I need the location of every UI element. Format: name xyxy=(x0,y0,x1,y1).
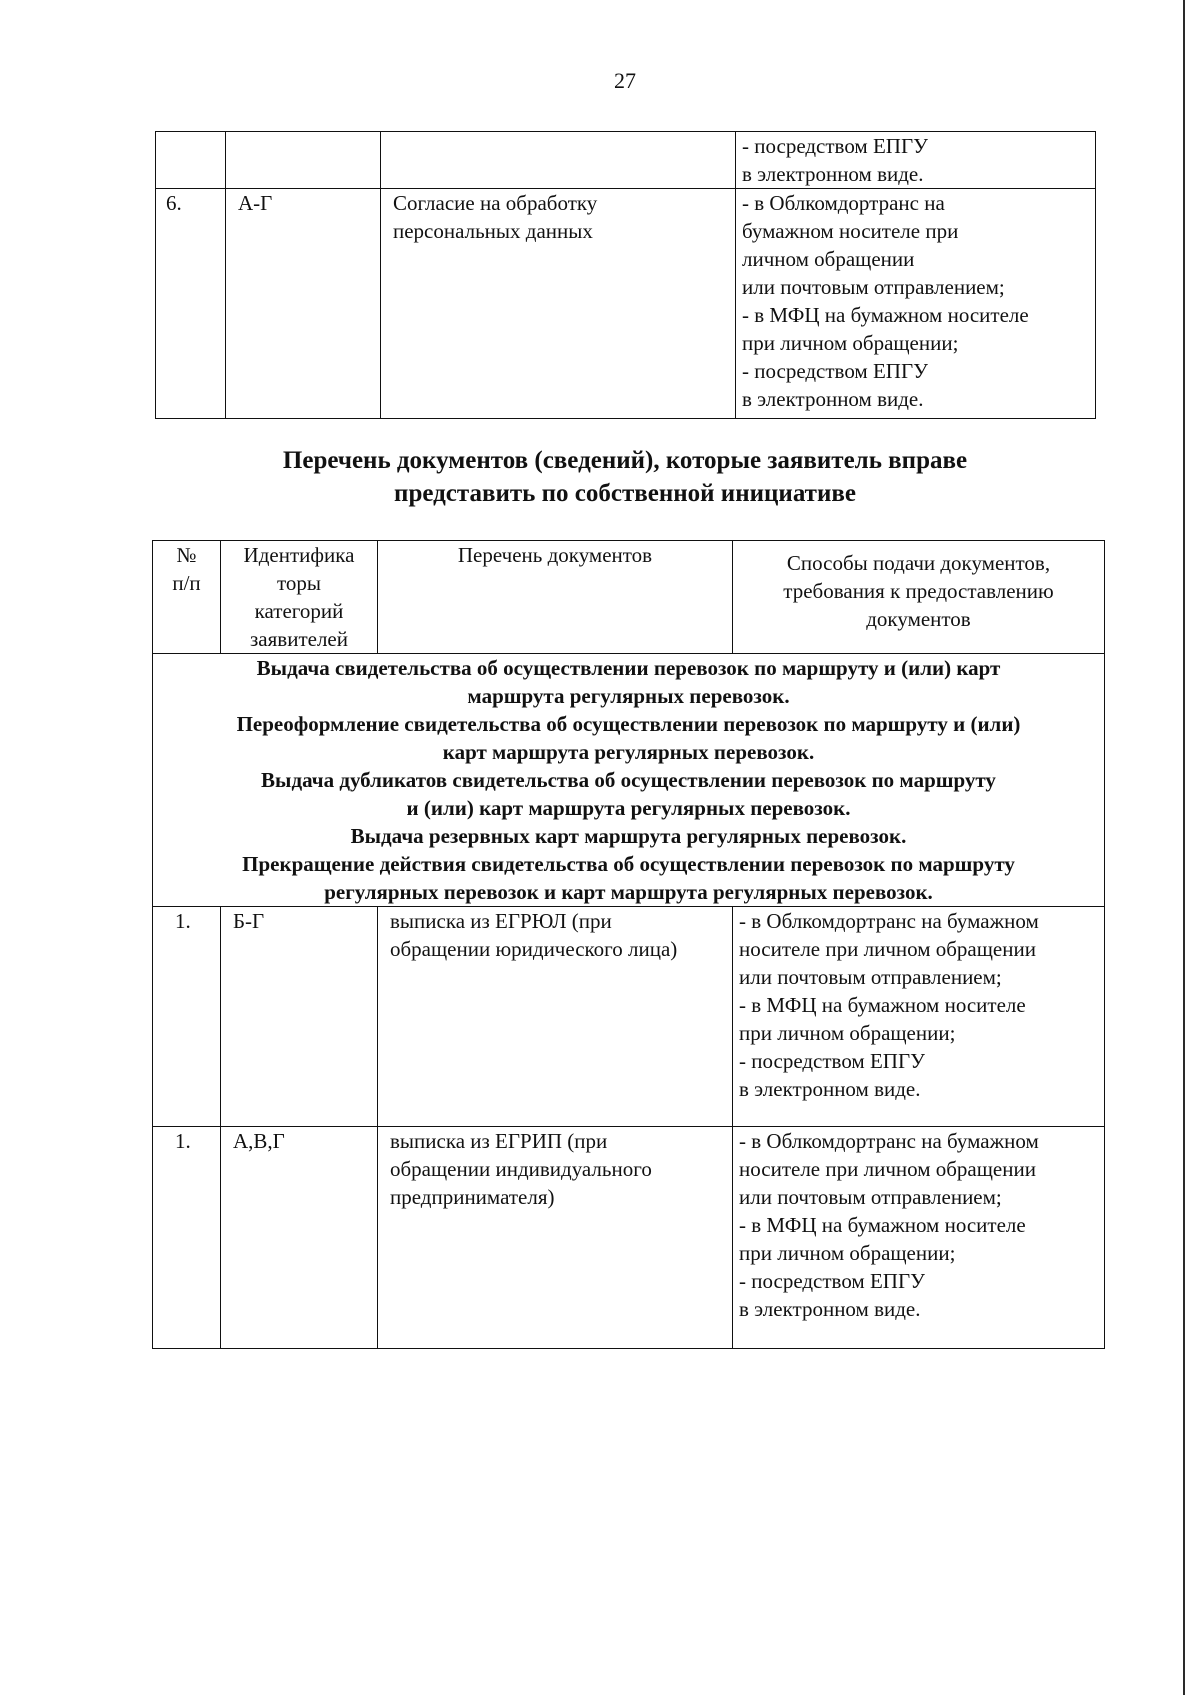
methods-line: в электронном виде. xyxy=(742,162,924,186)
methods-line: - посредством ЕПГУ xyxy=(742,359,928,383)
category-cell: Б-Г xyxy=(221,907,378,1127)
service-heading xyxy=(153,654,1105,907)
document-cell xyxy=(378,907,733,1127)
methods-line: - посредством ЕПГУ xyxy=(739,1049,925,1073)
table-header-row xyxy=(153,541,1105,654)
document-cell xyxy=(381,132,736,189)
document-line: Согласие на обработку xyxy=(393,191,598,215)
row-number-cell: 1. xyxy=(153,1127,221,1349)
methods-line: при личном обращении; xyxy=(739,1021,956,1045)
methods-line: или почтовым отправлением; xyxy=(742,275,1005,299)
document-cell xyxy=(381,189,736,419)
documents-table xyxy=(152,540,1105,1349)
header-methods: Способы подачи документов, требования к предоставлению документов xyxy=(733,541,1105,654)
header-num: № п/п xyxy=(153,541,221,654)
methods-line: носителе при личном обращении xyxy=(739,937,1036,961)
service-heading-line: карт маршрута регулярных перевозок. xyxy=(442,740,815,764)
row-number-cell xyxy=(156,132,226,189)
methods-line: - в Облкомдортранс на бумажном xyxy=(739,909,1039,933)
table-row xyxy=(153,1127,1105,1349)
table-row xyxy=(156,189,1096,419)
methods-line: - в Облкомдортранс на xyxy=(742,191,945,215)
document-line: обращении юридического лица) xyxy=(390,937,678,961)
methods-line: или почтовым отправлением; xyxy=(739,1185,1002,1209)
row-number-cell: 6. xyxy=(156,189,226,419)
document-line: предпринимателя) xyxy=(390,1185,555,1209)
header-category: Идентифика торы категорий заявителей xyxy=(221,541,378,654)
methods-line: - в Облкомдортранс на бумажном xyxy=(739,1129,1039,1153)
document-line: обращении индивидуального xyxy=(390,1157,652,1181)
page-number: 27 xyxy=(614,68,636,93)
methods-line: - в МФЦ на бумажном носителе xyxy=(742,303,1029,327)
section-title xyxy=(140,444,1110,510)
service-heading-line: Выдача дубликатов свидетельства об осуществлении перевозок по маршруту xyxy=(261,768,996,792)
methods-cell xyxy=(736,189,1096,419)
methods-line: носителе при личном обращении xyxy=(739,1157,1036,1181)
table-row xyxy=(156,132,1096,189)
service-heading-line: маршрута регулярных перевозок. xyxy=(467,684,790,708)
methods-cell xyxy=(736,132,1096,189)
header-document: Перечень документов xyxy=(378,541,733,654)
top-table xyxy=(155,131,1096,419)
methods-line: - посредством ЕПГУ xyxy=(742,134,928,158)
row-number-cell: 1. xyxy=(153,907,221,1127)
service-heading-line: и (или) карт маршрута регулярных перевозок. xyxy=(406,796,851,820)
merged-heading-row xyxy=(153,654,1105,907)
methods-line: - в МФЦ на бумажном носителе xyxy=(739,1213,1026,1237)
category-cell: А,В,Г xyxy=(221,1127,378,1349)
methods-line: или почтовым отправлением; xyxy=(739,965,1002,989)
service-heading-line: Выдача свидетельства об осуществлении перевозок по маршруту и (или) карт xyxy=(256,656,1001,680)
document-cell xyxy=(378,1127,733,1349)
category-cell: А-Г xyxy=(226,189,381,419)
page-edge xyxy=(1183,0,1185,1695)
section-title-line: Перечень документов (сведений), которые заявитель вправе xyxy=(282,447,968,474)
methods-cell xyxy=(733,907,1105,1127)
service-heading-line: регулярных перевозок и карт маршрута регулярных перевозок. xyxy=(324,880,933,904)
methods-line: в электронном виде. xyxy=(742,387,924,411)
methods-line: личном обращении xyxy=(742,247,915,271)
methods-line: при личном обращении; xyxy=(742,331,959,355)
service-heading-line: Переоформление свидетельства об осуществлении перевозок по маршруту и (или) xyxy=(236,712,1021,736)
section-title-line: представить по собственной инициативе xyxy=(394,480,856,507)
methods-line: при личном обращении; xyxy=(739,1241,956,1265)
document-line: выписка из ЕГРИП (при xyxy=(390,1129,608,1153)
methods-line: - посредством ЕПГУ xyxy=(739,1269,925,1293)
service-heading-line: Прекращение действия свидетельства об осуществлении перевозок по маршруту xyxy=(242,852,1015,876)
table-row xyxy=(153,907,1105,1127)
document-line: персональных данных xyxy=(393,219,593,243)
methods-cell xyxy=(733,1127,1105,1349)
document-line: выписка из ЕГРЮЛ (при xyxy=(390,909,612,933)
methods-line: - в МФЦ на бумажном носителе xyxy=(739,993,1026,1017)
methods-line: бумажном носителе при xyxy=(742,219,959,243)
methods-line: в электронном виде. xyxy=(739,1077,921,1101)
service-heading-line: Выдача резервных карт маршрута регулярных перевозок. xyxy=(350,824,907,848)
methods-line: в электронном виде. xyxy=(739,1297,921,1321)
category-cell xyxy=(226,132,381,189)
